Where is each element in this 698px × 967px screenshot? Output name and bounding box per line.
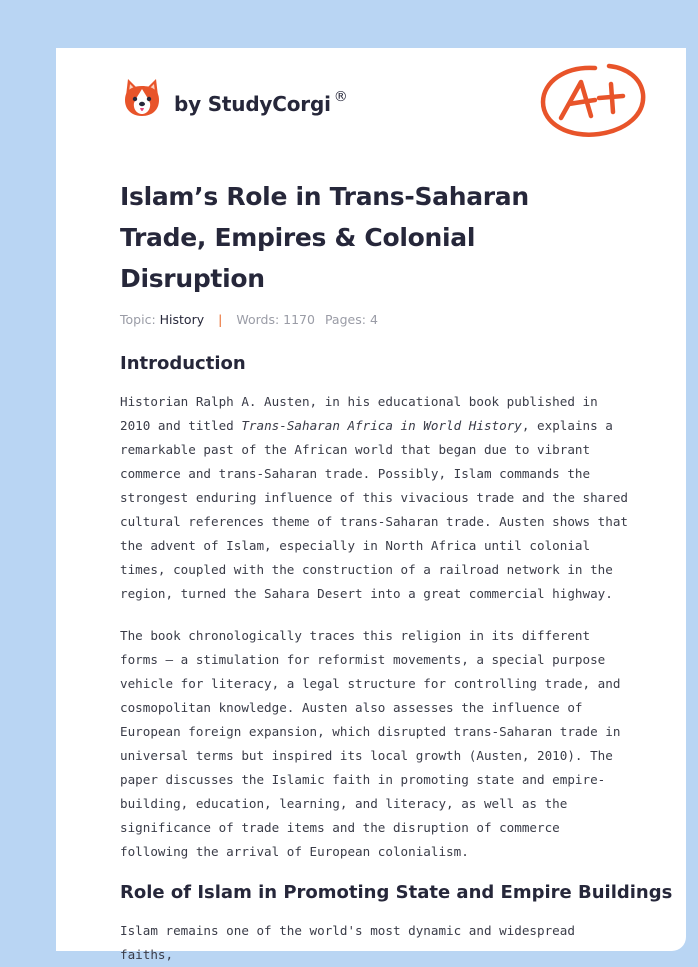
document-title: Islam’s Role in Trans-Saharan Trade, Empires & Colonial Disruption	[120, 182, 529, 293]
document-body	[120, 352, 673, 967]
document-card	[56, 48, 686, 962]
topic-label: Topic:	[120, 312, 156, 327]
words-count: 1170	[283, 312, 315, 327]
role-paragraph-1: Islam remains one of the world's most dynamic and widespread faiths,	[120, 923, 575, 962]
meta-separator: |	[218, 312, 223, 327]
section-heading-introduction: Introduction	[120, 353, 246, 374]
pages-count: 4	[369, 312, 378, 327]
intro-paragraph-2: The book chronologically traces this religion in its different forms – a stimulation for reformist movements, a special purpose vehicle for literacy, a legal structure for controlling trade, and cosmopolitan knowledge. Austen also assesses the influence of European foreign expansion, which disrupted trans-Saharan trade in universal terms but inspired its local growth (Austen, 2010). The paper discusses the Islamic faith in promoting state and empire-building, education, learning, and literacy, as well as the significance of trade items and the disruption of commerce following the arrival of European colonialism.	[120, 628, 621, 859]
section-heading-role-of-islam: Role of Islam in Promoting State and Empire Buildings	[120, 882, 673, 903]
a-plus-grade-icon	[539, 60, 649, 140]
words-label: Words:	[236, 312, 280, 327]
intro-paragraph-1: Historian Ralph A. Austen, in his educational book published in 2010 and titled Trans-Saharan Africa in World History, explains a remarkable past of the African world that began due to vibrant commerce and trans-Saharan trade. Possibly, Islam commands the strongest enduring influence of this vivacious trade and the shared cultural references theme of trans-Saharan trade. Austen shows that the advent of Islam, especially in North Africa until colonial times, coupled with the construction of a railroad network in the region, turned the Sahara Desert into a great commercial highway.	[120, 394, 628, 601]
pages-label: Pages:	[324, 312, 366, 327]
book-title: Trans-Saharan Africa in World History	[241, 418, 522, 433]
topic-link[interactable]: History	[159, 312, 205, 327]
document-meta	[120, 312, 378, 327]
corgi-logo-icon	[122, 76, 162, 120]
studycorgi-logo[interactable]	[122, 76, 348, 120]
logo-wordmark: by StudyCorgi ®	[174, 88, 348, 116]
